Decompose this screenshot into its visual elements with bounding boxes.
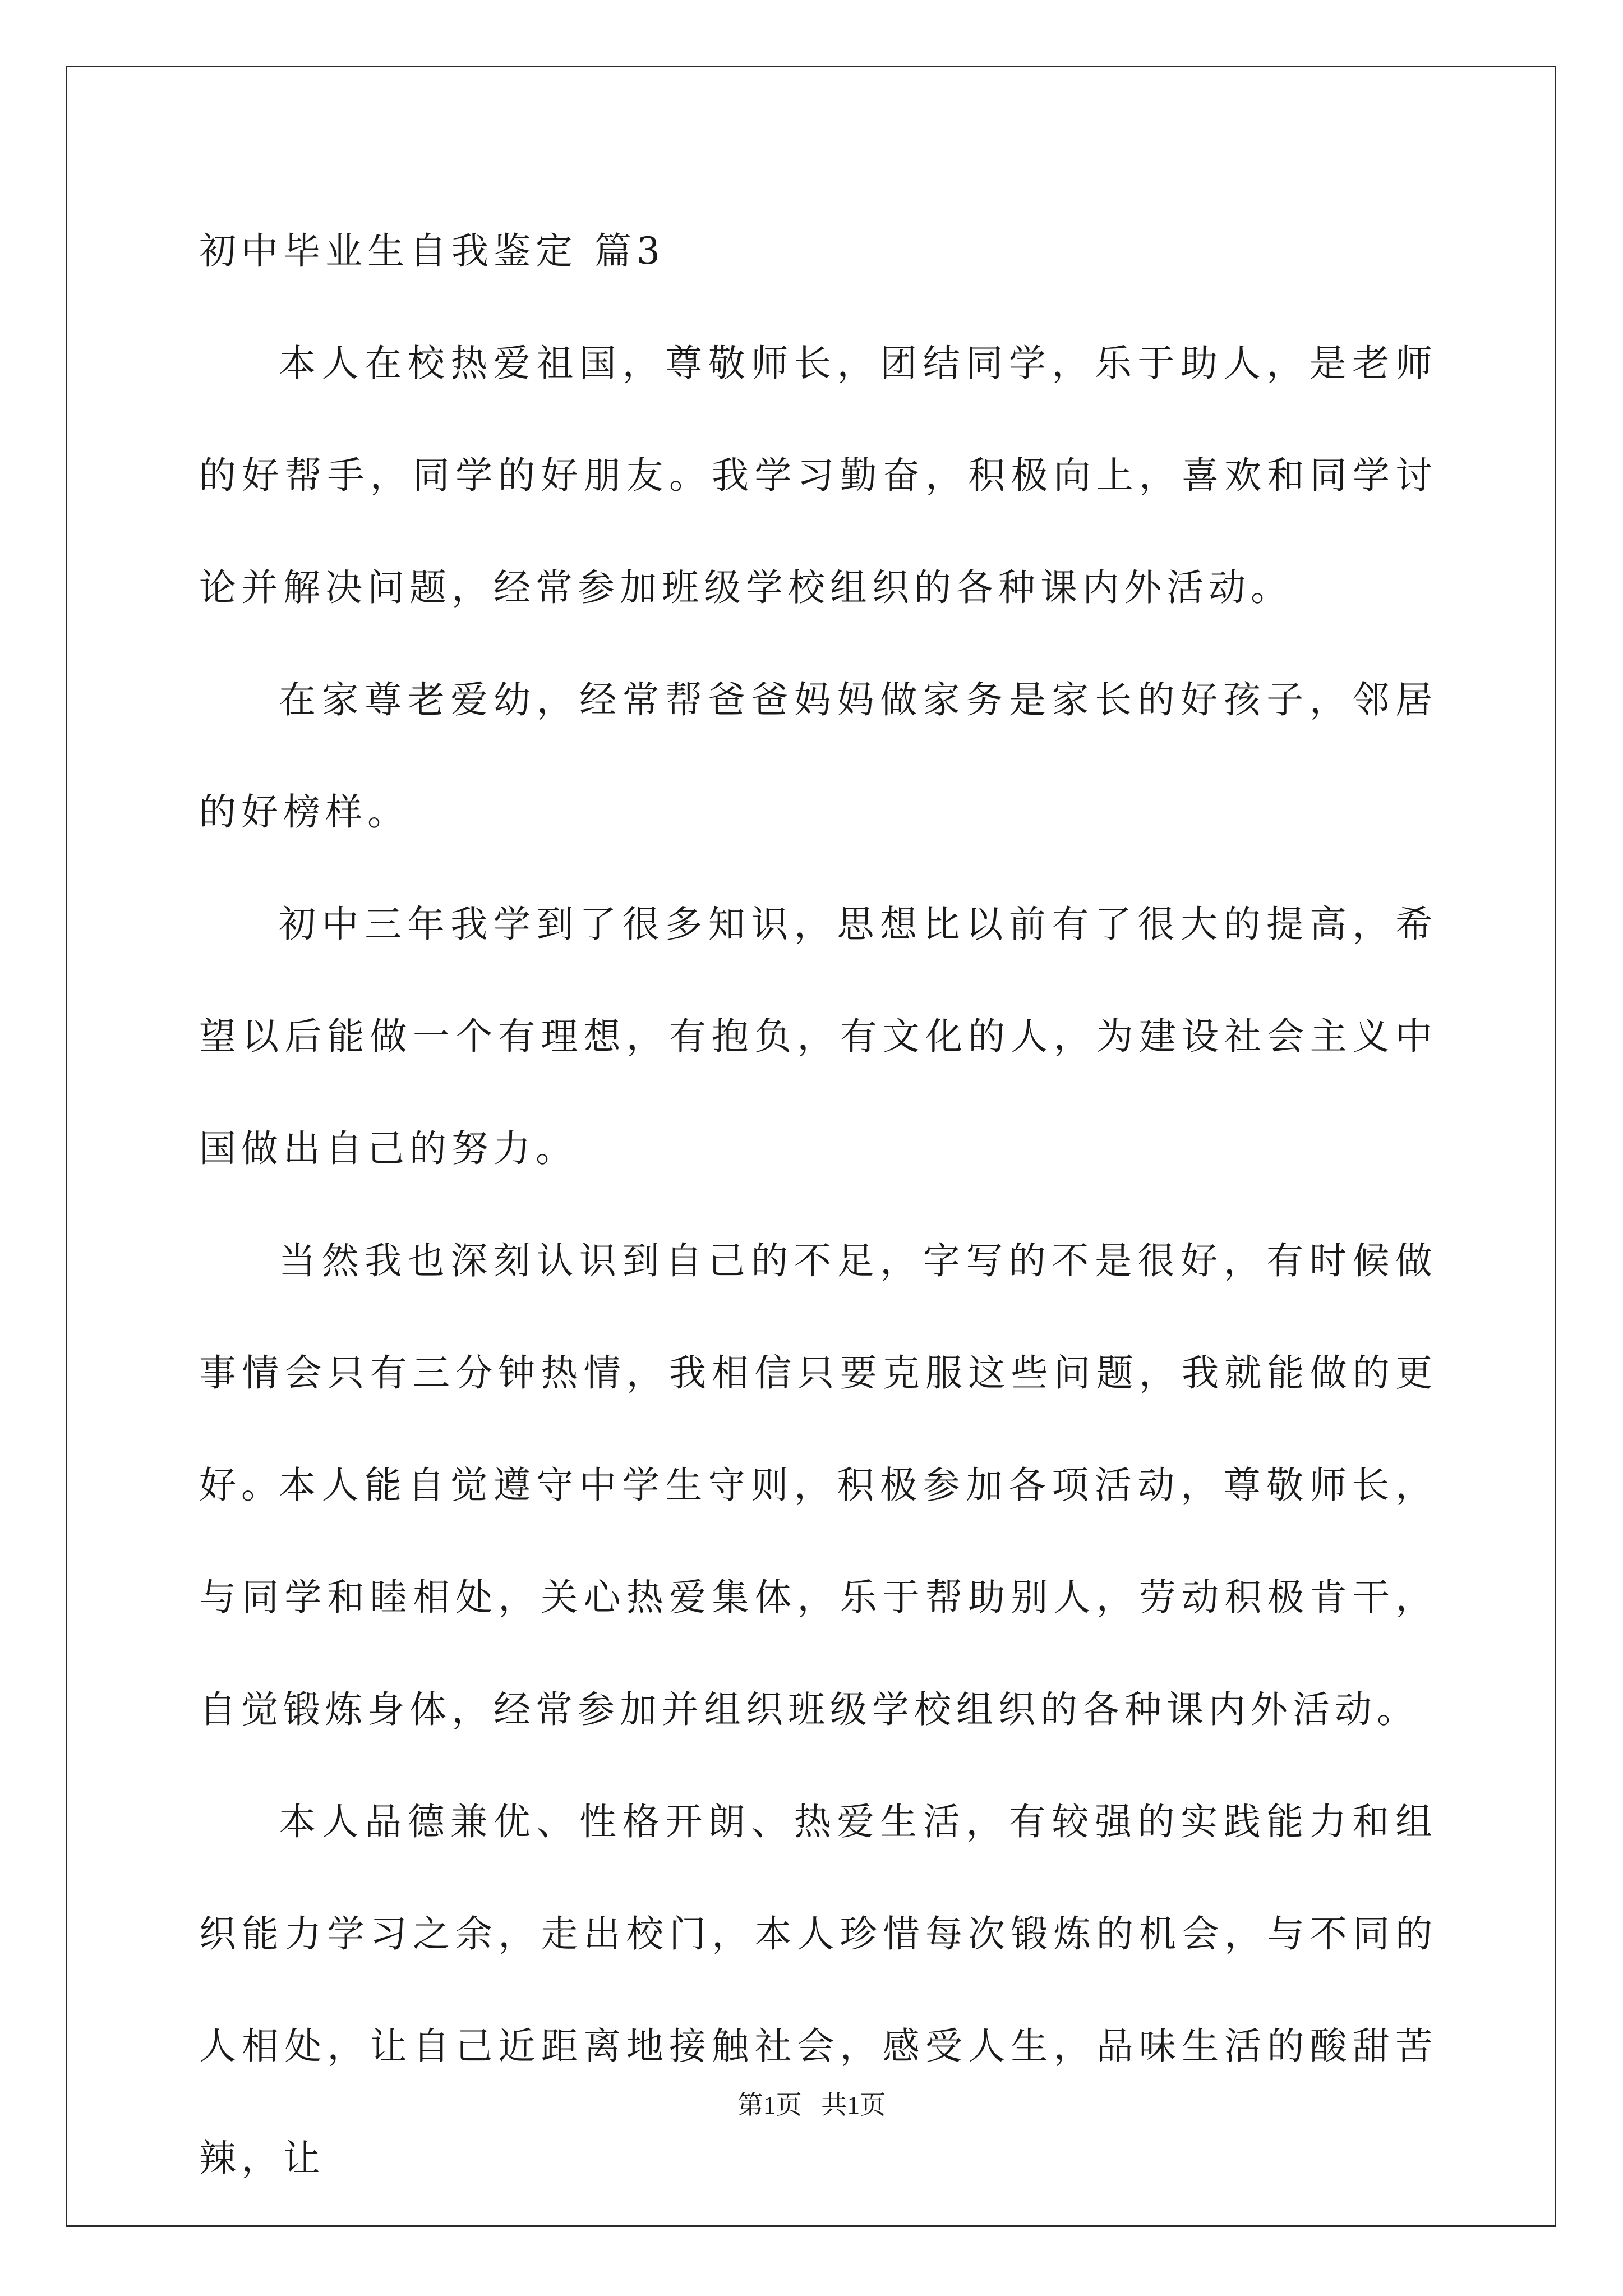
paragraph-1: 本人在校热爱祖国，尊敬师长，团结同学，乐于助人，是老师的好帮手，同学的好朋友。我学习勤奋，积极向上，喜欢和同学讨论并解决问题，经常参加班级学校组织的各种课内外活动。 (199, 342, 1437, 609)
paragraph-2: 在家尊老爱幼，经常帮爸爸妈妈做家务是家长的好孩子，邻居的好榜样。 (199, 678, 1437, 834)
paragraph-4: 当然我也深刻认识到自己的不足，字写的不是很好，有时候做事情会只有三分钟热情，我相信只要克服这些问题，我就能做的更好。 (199, 1239, 1437, 1507)
paragraph-5: 本人能自觉遵守中学生守则，积极参加各项活动，尊敬师长，与同学和睦相处，关心热爱集体，乐于帮助别人，劳动积极肯干，自觉锻炼身体，经常参加并组织班级学校组织的各种课内外活动。 (199, 1464, 1437, 1731)
paragraph-3: 初中三年我学到了很多知识，思想比以前有了很大的提高，希望以后能做一个有理想，有抱负，有文化的人，为建设社会主义中国做出自己的努力。 (199, 903, 1437, 1170)
paragraph-6: 本人品德兼优、性格开朗、热爱生活，有较强的实践能力和组织能力学习之余，走出校门，本人珍惜每次锻炼的机会，与不同的人相处，让自己近距离地接触社会，感受人生，品味生活的酸甜苦辣，让 (199, 1800, 1437, 2180)
page-number-footer: 第1页 共1页 (737, 2091, 886, 2119)
document-title: 初中毕业生自我鉴定 篇3 (199, 229, 665, 273)
